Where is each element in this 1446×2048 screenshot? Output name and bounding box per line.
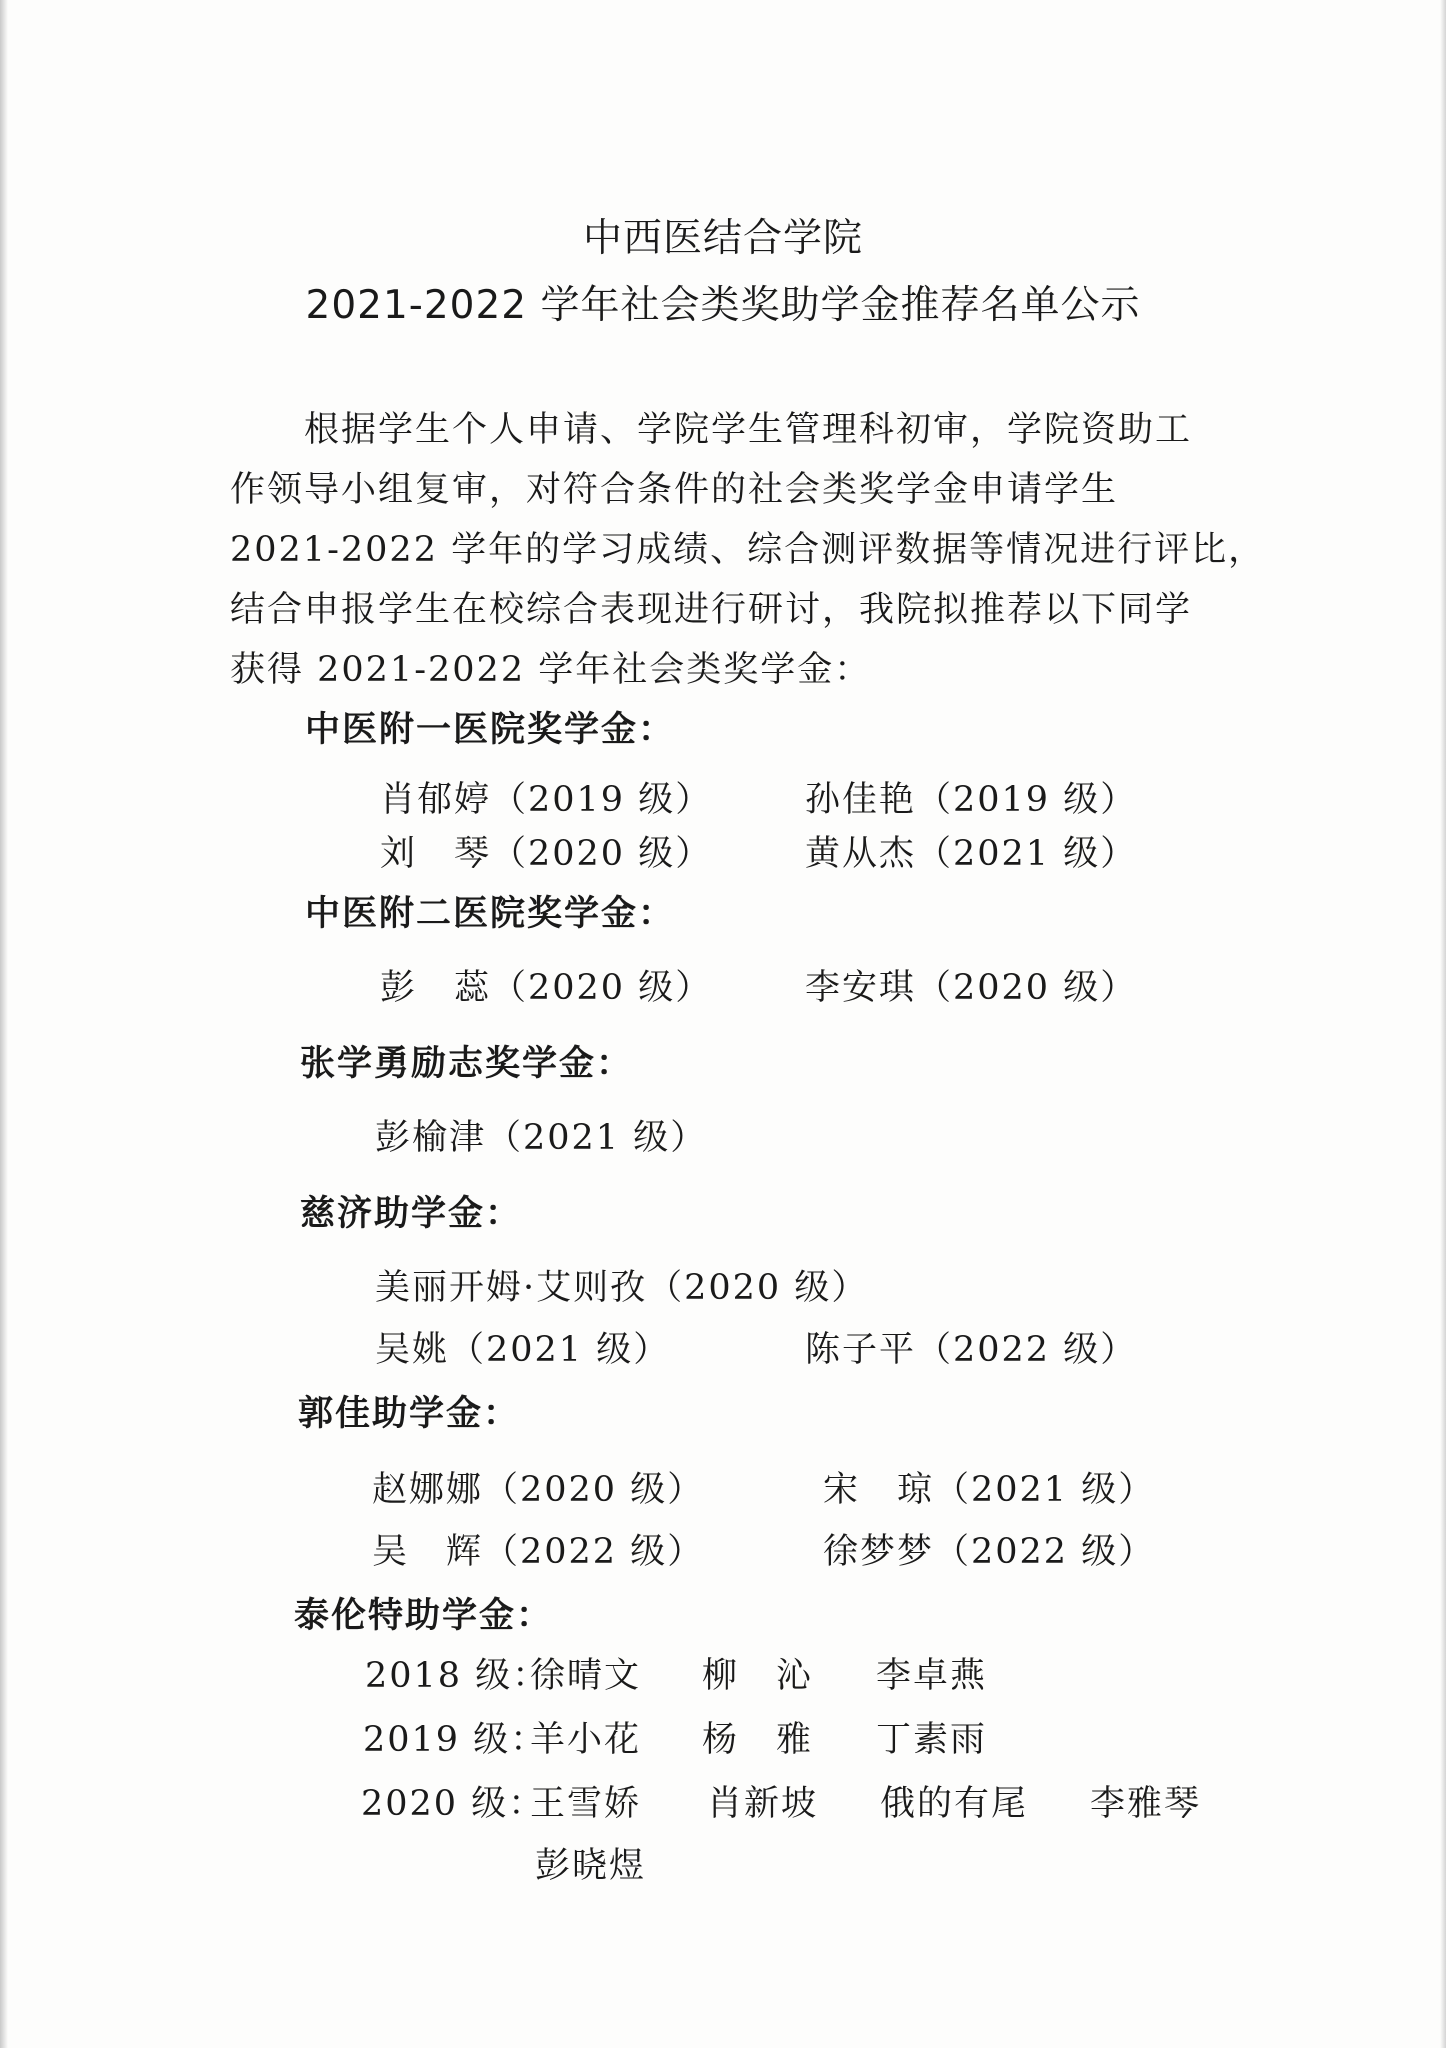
paragraph-line: 2021-2022 学年的学习成绩、综合测评数据等情况进行评比， [230, 530, 1266, 570]
recipient-entry: 彭榆津（2021 级） [375, 1118, 708, 1158]
recipient-entry: 彭 蕊（2020 级） [380, 968, 713, 1008]
recipient-entry: 吴 辉（2022 级） [372, 1532, 705, 1572]
recipient-name: 李卓燕 [876, 1656, 988, 1696]
section-heading-fuyi: 中医附一医院奖学金： [305, 710, 676, 750]
recipient-name: 柳 沁 [702, 1656, 814, 1696]
section-heading-zhangxueyong: 张学勇励志奖学金： [300, 1044, 634, 1084]
grade-label: 2018 级： [365, 1656, 550, 1696]
recipient-name: 丁素雨 [876, 1720, 988, 1760]
recipient-entry: 陈子平（2022 级） [805, 1330, 1138, 1370]
paragraph-line: 作领导小组复审，对符合条件的社会类奖学金申请学生 [230, 470, 1119, 510]
recipient-name: 俄的有尾 [880, 1784, 1029, 1824]
section-heading-guojia: 郭佳助学金： [298, 1394, 521, 1434]
grade-label: 2020 级： [361, 1784, 546, 1824]
recipient-entry: 赵娜娜（2020 级） [372, 1470, 705, 1510]
paragraph-line: 结合申报学生在校综合表现进行研讨，我院拟推荐以下同学 [230, 590, 1193, 630]
recipient-entry: 徐梦梦（2022 级） [823, 1532, 1156, 1572]
paragraph-line: 根据学生个人申请、学院学生管理科初审，学院资助工 [230, 410, 1193, 450]
recipient-name: 羊小花 [530, 1720, 642, 1760]
section-heading-ciji: 慈济助学金： [300, 1194, 523, 1234]
recipient-entry: 刘 琴（2020 级） [380, 834, 713, 874]
grade-label: 2019 级： [363, 1720, 548, 1760]
recipient-entry: 肖郁婷（2019 级） [380, 780, 713, 820]
recipient-name: 徐晴文 [530, 1656, 642, 1696]
recipient-name: 彭晓煜 [535, 1846, 647, 1886]
paragraph-line: 获得 2021-2022 学年社会类奖学金： [230, 650, 872, 690]
section-heading-tailunte: 泰伦特助学金： [294, 1596, 554, 1636]
recipient-entry: 孙佳艳（2019 级） [805, 780, 1138, 820]
recipient-entry: 吴姚（2021 级） [375, 1330, 671, 1370]
recipient-entry: 宋 琼（2021 级） [823, 1470, 1156, 1510]
recipient-entry: 李安琪（2020 级） [805, 968, 1138, 1008]
recipient-name: 李雅琴 [1090, 1784, 1202, 1824]
document-subtitle: 2021-2022 学年社会类奖助学金推荐名单公示 [305, 283, 1141, 328]
recipient-name: 杨 雅 [702, 1720, 814, 1760]
recipient-entry: 美丽开姆·艾则孜（2020 级） [375, 1268, 869, 1308]
document-title: 中西医结合学院 [582, 216, 863, 261]
recipient-name: 王雪娇 [530, 1784, 642, 1824]
recipient-name: 肖新坡 [707, 1784, 819, 1824]
section-heading-fuer: 中医附二医院奖学金： [305, 894, 676, 934]
recipient-entry: 黄从杰（2021 级） [805, 834, 1138, 874]
